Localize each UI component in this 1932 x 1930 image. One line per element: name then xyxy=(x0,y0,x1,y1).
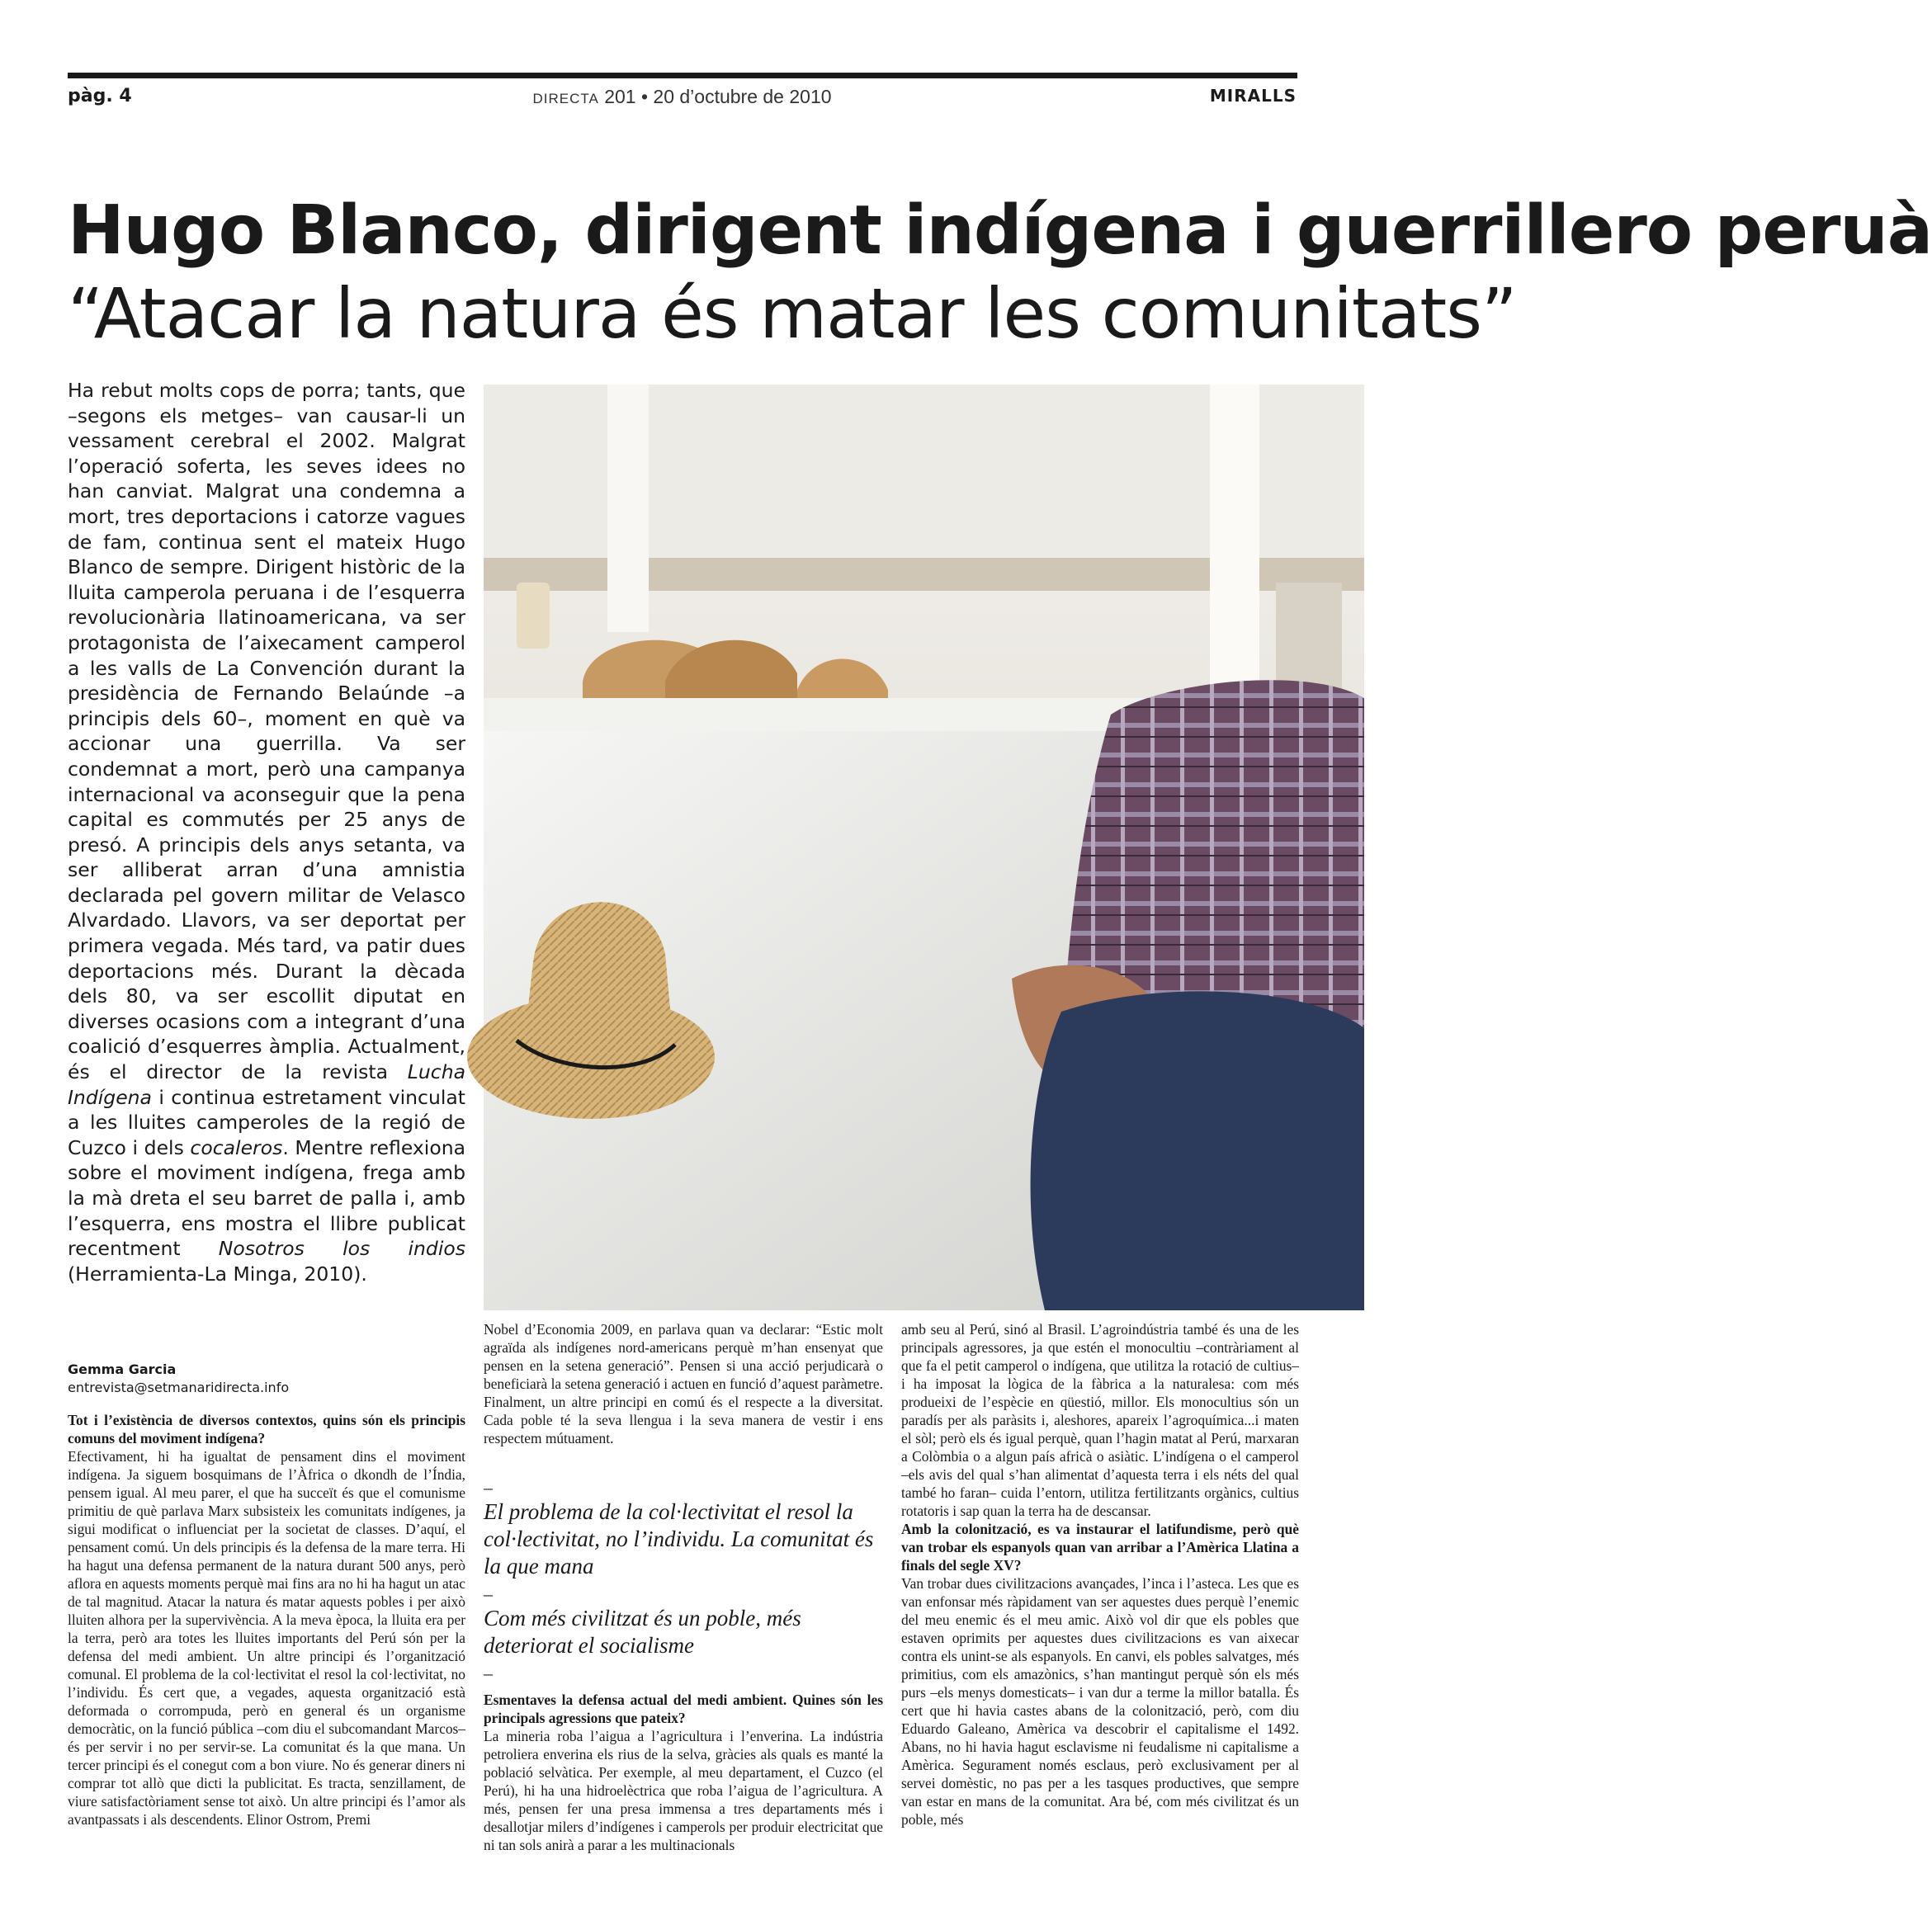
subheadline-quote: “Atacar la natura és matar les comunitats” xyxy=(68,273,1517,354)
intro-text: Ha rebut molts cops de porra; tants, que –segons els metges– van causar-li un vessament cerebral el 2002. Malgrat l’operació soferta, les seves idees no han canviat. Malgrat una condemna a mort, tres deportacions i catorze vagues de fam, continua sent el mateix Hugo Blanco de sempre. Dirigent històric de la lluita camperola peruana i de l’esquerra revolucionària llatinoamericana, va ser protagonista de l’aixecament camperol a les valls de La Convención durant la presidència de Fernando Belaúnde –a principis dels 60–, moment en què va accionar una guerrilla. Va ser condemnat a mort, però una campanya internacional va aconseguir que la pena capital es commutés per 25 anys de presó. A principis dels anys setanta, va ser alliberat arran d’una amnistia declarada pel govern militar de Velasco Alvardado. Llavors, va ser deportat per primera vegada. Més tard, va patir dues deportacions més. Durant la dècada dels 80, va ser escollit diputat en diverses ocasions com a integrant d’una coalició d’esquerres àmplia. Actualment, és el director de la revista xyxy=(68,379,465,1084)
answer-1: Efectivament, hi ha igualtat de pensament dins el moviment indígena. Ja siguem bosquimans de l’Àfrica o dkondh de l’Índia, pensem igual. Al meu parer, el que ha succeït és que el comunisme primitiu de què parlava Marx subsisteix les comunitats indígenes, ja sigui modificat o influenciat per la societat de classes. D’aquí, el pensament comú. Un dels principis és la defensa de la mare terra. Hi ha hagut una defensa permanent de la natura durant 500 anys, però aflora en aquests moments perquè mai fins ara no hi ha hagut un atac de tal magnitud. Atacar la natura és matar aquests pobles i per això lluiten alhora per la supervivència. A la meva època, la lluita era per la terra, però ara totes les lluites importants del Perú són per la defensa del medi ambient. Un altre principi és l’organització comunal. El problema de la col·lectivitat el resol la col·lectivitat, no l’individu. És cert que, a vegades, aquesta organització està deformada o corrompuda, però en general és un organisme democràtic, on la funció pública –com diu el subcomandant Marcos– és per servir i no per servir-se. La comunitat és la que mana. Un tercer principi és el conegut com a bon viure. No és generar diners ni comprar tot allò que dicti la publicitat. Es tracta, senzillament, de viure satisfactòriament sense tot això. Un altre principi és l’amor als avantpassats i als descendents. Elinor Ostrom, Premi xyxy=(68,1448,465,1828)
author-email[interactable]: entrevista@setmanaridirecta.info xyxy=(68,1380,290,1395)
publication-name: DIRECTA xyxy=(532,91,599,106)
photo-illustration xyxy=(484,385,1364,1310)
pull-quote-2: Com més civilitzat és un poble, més deteriorat el socialisme xyxy=(484,1606,801,1658)
top-rule xyxy=(68,73,1297,78)
page-number: pàg. 4 xyxy=(68,86,132,106)
section-name: MIRALLS xyxy=(1209,86,1297,106)
question-1: Tot i l’existència de diversos contextos, quins són els principis comuns del moviment indígena? xyxy=(68,1412,465,1446)
column-3 xyxy=(901,1320,1299,1829)
column-1 xyxy=(68,1411,465,1829)
question-2: Esmentaves la defensa actual del medi ambient. Quines són les principals agressions que pateix? xyxy=(484,1692,883,1726)
issue-date: 201 • 20 d’octubre de 2010 xyxy=(604,86,832,107)
pull-quote-dash: – xyxy=(484,1583,493,1604)
headline: Hugo Blanco, dirigent indígena i guerrillero peruà xyxy=(68,191,1932,270)
answer-3: Van trobar dues civilitzacions avançades, l’inca i l’asteca. Les que es van enfonsar més ràpidament van ser aquestes dues perquè l’enemic del meu enemic és el meu amic. Això vol dir que els pobles que estaven oprimits per aquestes dues civilitzacions es van aixecar contra els unint-se als espanyols. En canvi, els pobles salvatges, més primitius, com els amazònics, s’han mantingut perquè són els més purs –els menys domesticats– i van dur a terme la millor batalla. És cert que hi havia castes abans de la colonització, però, com diu Eduardo Galeano, Amèrica va descobrir el capitalisme el 1492. Abans, no hi havia hagut esclavisme ni feudalisme ni capitalisme a Amèrica. Segurament només esclaus, però exclusivament per al servei domèstic, no pas per a les tasques productives, que sempre van estar en mans de la comunitat. Ara bé, com més civilitzat és un poble, més xyxy=(901,1575,1299,1828)
pull-quote-1: El problema de la col·lectivitat el resol la col·lectivitat, no l’individu. La comunitat és la que mana xyxy=(484,1499,874,1578)
intro-book-title: Nosotros los indios xyxy=(218,1237,465,1261)
answer-2-continued: amb seu al Perú, sinó al Brasil. L’agroindústria també és una de les principals agressores, ja que estén el monocultiu –contràriament al que fa el petit camperol o indígena, que utilitza la rotació de cultius– i ha imposat la lògica de la fàbrica a la naturalesa: com més produeixi de l’espècie en qüestió, millor. Els monocultius són un paradís per als paràsits i, aleshores, apareix l’agroquímica...i maten el sòl; però els és igual perquè, quan l’hagin matat al Perú, marxaran a Colòmbia o a algun país africà o asiàtic. L’indígena o el camperol –els avis del qual s’han alimentat d’aquesta terra i els néts del qual també ho faran– cuida l’entorn, utilitza fertilitzants orgànics, cultius rotatoris i sap quan la terra ha de descansar. xyxy=(901,1321,1299,1519)
intro-paragraph xyxy=(68,378,465,1286)
intro-text: . Mentre reflexiona sobre el moviment indígena, frega amb la mà dreta el seu barret de palla i, amb l’esquerra, ens mostra el llibre publicat recentment xyxy=(68,1135,465,1261)
intro-text: i continua estretament vinculat a les lluites camperoles de la regió de Cuzco i dels xyxy=(68,1085,465,1159)
pull-quote-dash: – xyxy=(484,1663,493,1683)
portrait-photo xyxy=(484,385,1364,1310)
answer-1-continued: Nobel d’Economia 2009, en parlava quan va declarar: “Estic molt agraïda als indígenes nord-americans perquè m’han ensenyat que pensen en la setena generació”. Pensen si una acció perjudicarà o beneficiarà la setena generació i actuen en funció d’aquest paràmetre. Finalment, un altre principi en comú és el respecte a la diversitat. Cada poble té la seva llengua i la seva manera de vestir i ens respectem mútuament. xyxy=(484,1321,883,1446)
pull-quote-dash: – xyxy=(484,1477,493,1498)
column-2 xyxy=(484,1320,883,1854)
issue-info xyxy=(0,86,1364,108)
intro-text: (Herramienta-La Minga, 2010). xyxy=(68,1262,367,1286)
answer-2: La mineria roba l’aigua a l’agricultura i l’enverina. La indústria petroliera enverina els rius de la selva, gràcies als quals es manté la població selvàtica. Per exemple, al meu departament, el Cuzco (el Perú), hi ha una hidroelèctrica que roba l’aigua de l’agricultura. A més, pensen fer una presa immensa a tres departaments més i desallotjar milers d’indígenes i camperols per produir electricitat que ni tan sols anirà a parar a les multinacionals xyxy=(484,1728,883,1853)
intro-magazine-title: Lucha Indígena xyxy=(68,1060,465,1109)
author-name: Gemma Garcia xyxy=(68,1361,177,1377)
question-3: Amb la colonització, es va instaurar el latifundisme, però què van trobar els espanyols quan van arribar a l’Amèrica Llatina a finals del segle XV? xyxy=(901,1521,1299,1574)
intro-term: cocaleros xyxy=(190,1135,283,1159)
